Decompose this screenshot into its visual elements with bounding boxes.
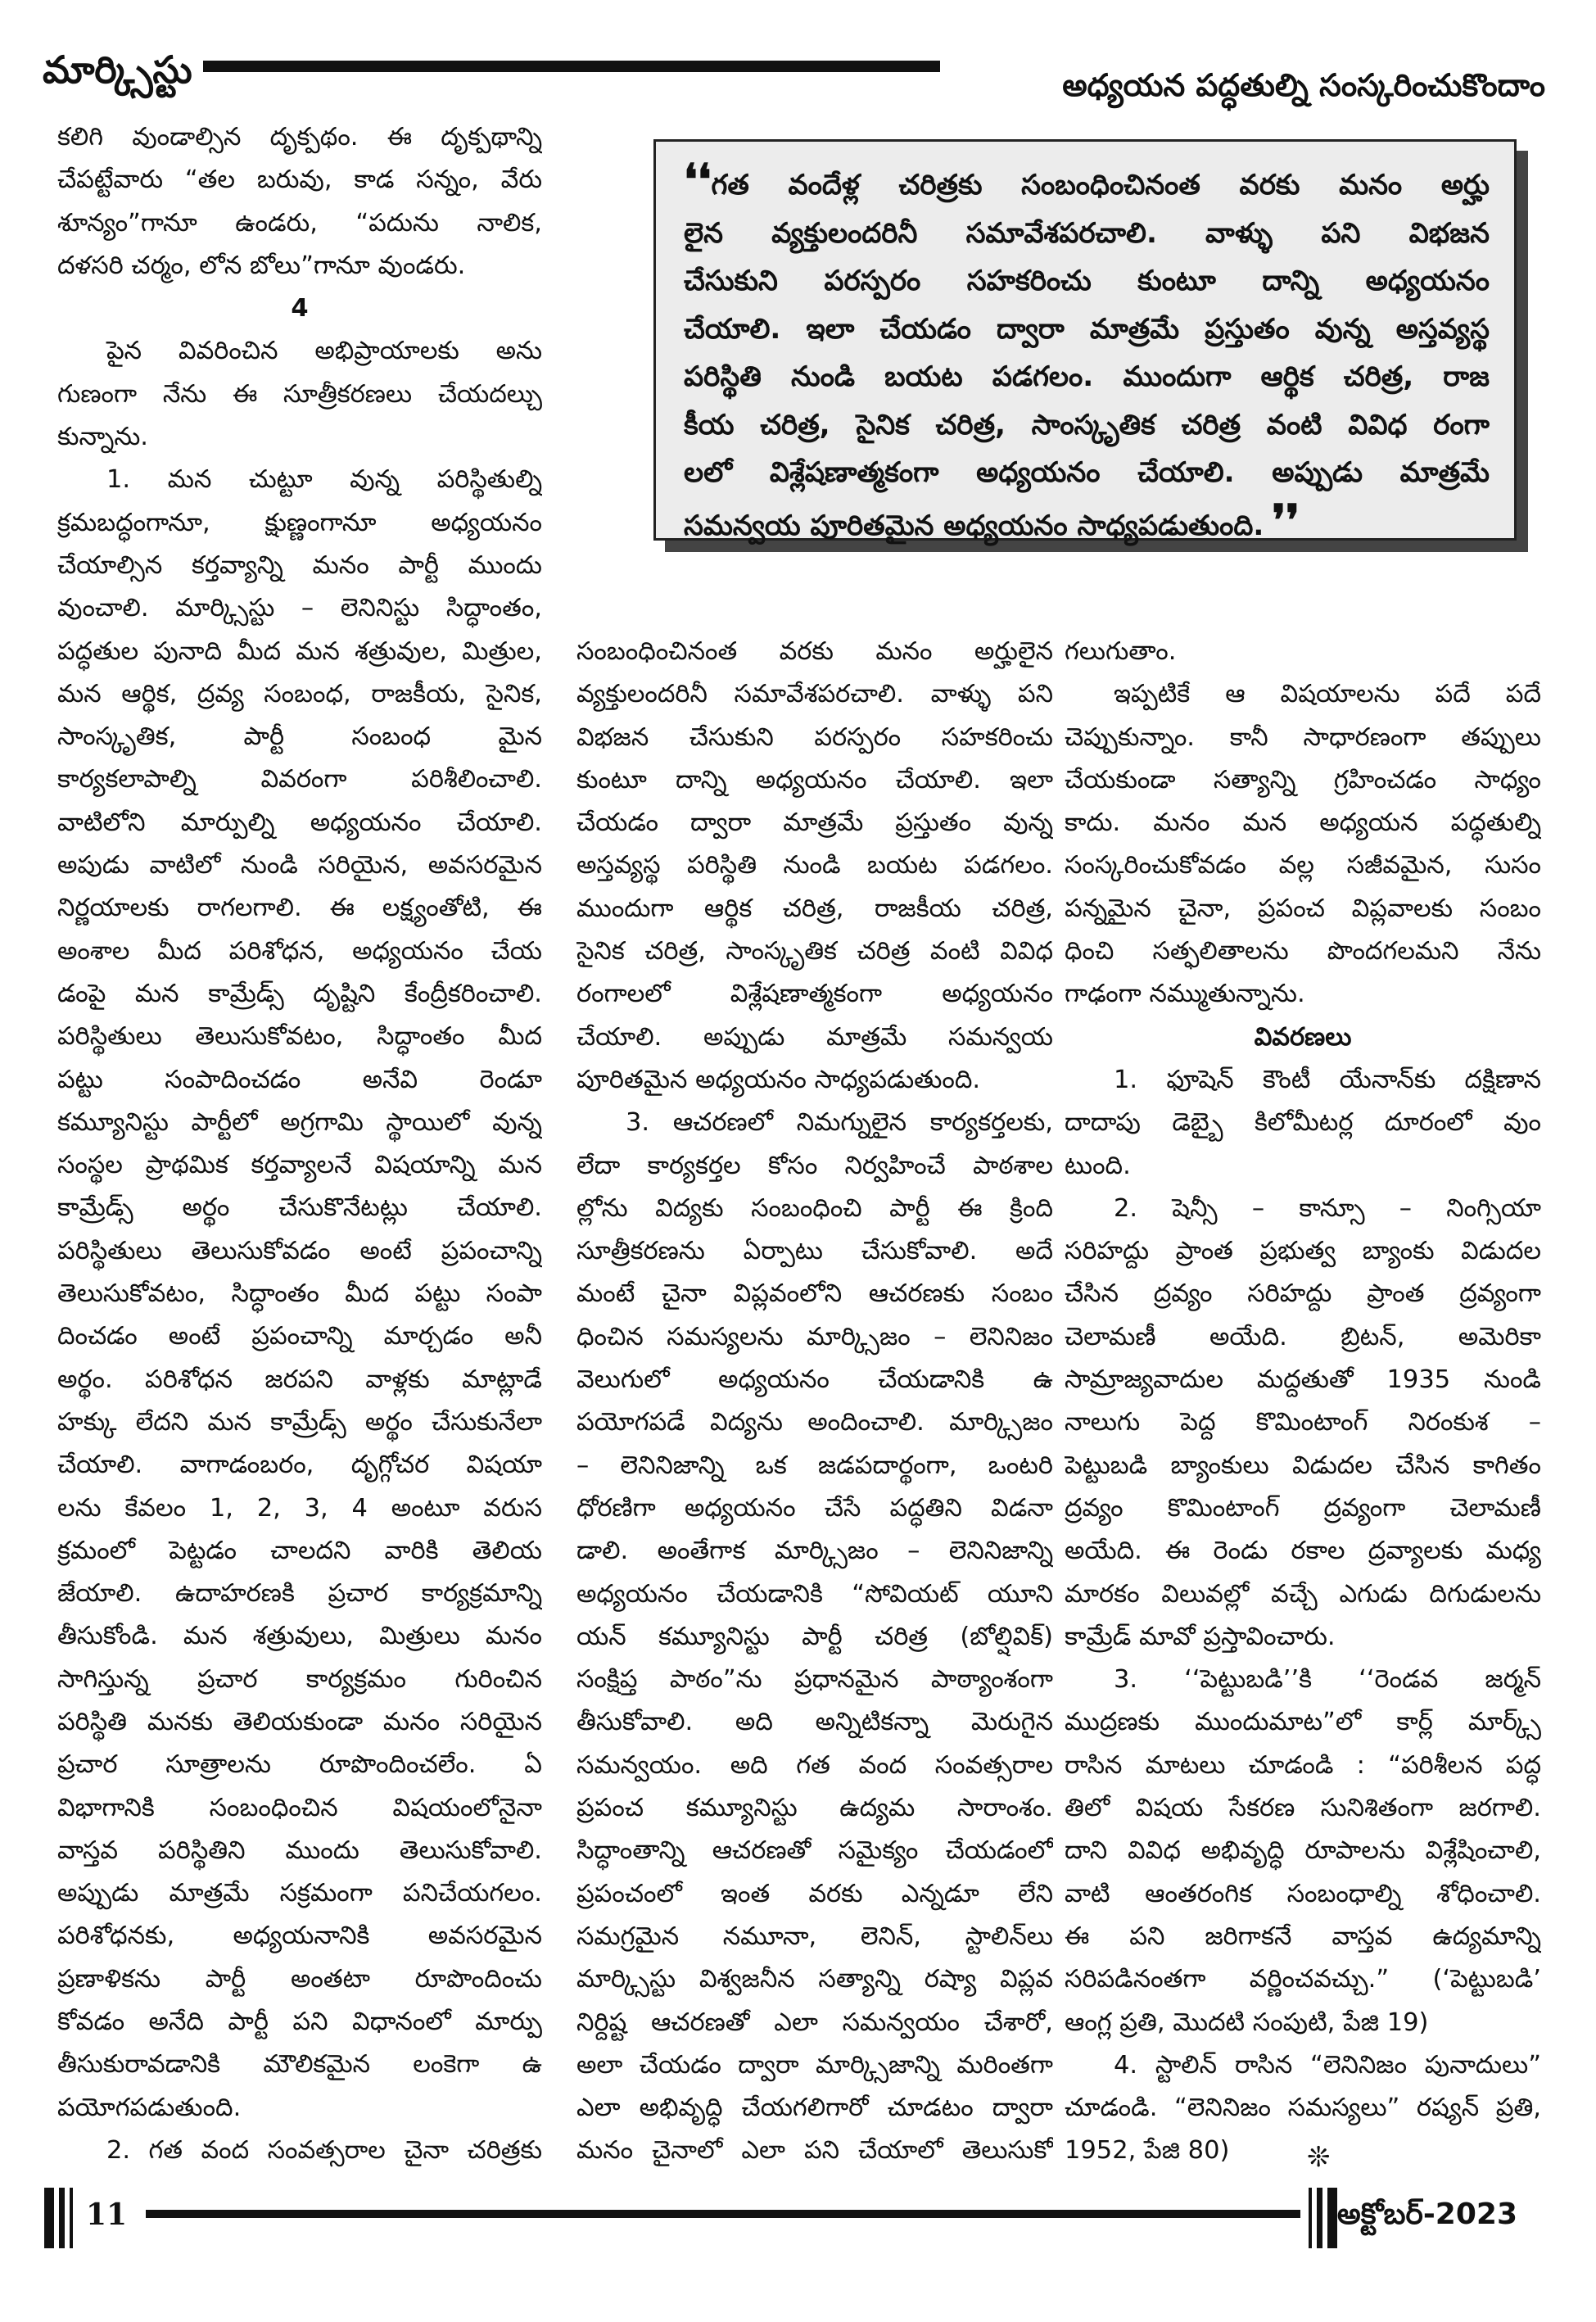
note: [1065, 1059, 1541, 1188]
text-line: కలిగి వుండాల్సిన దృక్పథం. ఈ దృక్పథాన్ని: [57, 123, 542, 152]
text-line: వుంచాలి. మార్క్సిస్టు – లెనినిస్టు సిద్ధాంతం,: [57, 594, 542, 623]
text-line: ధోరణిగా అధ్యయనం చేసే పద్ధతిని విడనా: [576, 1493, 1053, 1523]
text-line: క్రమబద్ధంగానూ, క్షుణ్ణంగానూ అధ్యయనం: [57, 508, 542, 537]
text-line: ముద్రణకు ముందుమాట”లో కార్ల్ మార్క్స్: [1065, 1708, 1541, 1737]
text-line: విభజన చేసుకుని పరస్పరం సహకరించు: [576, 722, 1053, 752]
issue-date: అక్టోబర్-2023: [1336, 2198, 1517, 2231]
paragraph: [576, 631, 1053, 1102]
text-line: పెట్టుబడి బ్యాంకులు విడుదల చేసిన కాగితం: [1065, 1451, 1541, 1480]
text-line: – లెనినిజాన్ని ఒక జడపదార్థంగా, ఒంటరి: [576, 1451, 1053, 1480]
text-line: కాదు. మనం మన అధ్యయన పద్ధతుల్ని: [1065, 808, 1541, 838]
text-line: సంస్థల ప్రాథమిక కర్తవ్యాలనే విషయాన్ని మన: [57, 1151, 542, 1180]
text-line: తీసుకోవాలి. అది అన్నిటికన్నా మెరుగైన: [576, 1708, 1053, 1737]
text-line: రంగాలలో విశ్లేషణాత్మకంగా అధ్యయనం: [576, 980, 1053, 1009]
text-line: కామ్రేడ్స్ అర్థం చేసుకొనేటట్లు చేయాలి.: [57, 1193, 542, 1223]
paragraph: [57, 2130, 542, 2172]
text-line: సంస్కరించుకోవడం వల్ల సజీవమైన, సుసం: [1065, 851, 1541, 880]
magazine-name: మార్క్సిస్టు: [43, 48, 192, 92]
text-line: వ్యక్తులందరినీ సమావేశపరచాలి. వాళ్ళు పని: [576, 680, 1053, 709]
paragraph: [576, 1102, 1053, 2172]
text-line: అపుడు వాటిలో నుండి సరియైన, అవసరమైన: [57, 851, 542, 880]
text-line: లేదా కార్యకర్తల కోసం నిర్వహించే పాఠశాల: [576, 1151, 1053, 1180]
text-line: పయోగపడుతుంది.: [57, 2093, 242, 2122]
text-line: ప్రపంచంలో ఇంత వరకు ఎన్నడూ లేని: [576, 1879, 1053, 1908]
quote-line: చేయాలి. ఇలా చేయడం ద్వారా మాత్రమే ప్రస్తుతం వున్న అస్తవ్యస్థ: [684, 312, 1490, 346]
text-line: పరిస్థితి మనకు తెలియకుండా మనం సరియైన: [57, 1707, 542, 1736]
text-line: గలుగుతాం.: [1065, 637, 1177, 666]
quote-line-text: గత వందేళ్ల చరిత్రకు సంబంధించినంత వరకు మనం అర్హు: [711, 169, 1490, 201]
text-line: చెప్పుకున్నాం. కానీ సాధారణంగా తప్పులు: [1065, 722, 1541, 752]
text-line: ప్రపంచ కమ్యూనిస్టు ఉద్యమ సారాంశం.: [576, 1794, 1053, 1823]
text-line: ముందుగా ఆర్థిక చరిత్ర, రాజకీయ చరిత్ర,: [576, 894, 1053, 923]
text-line: పయోగపడే విద్యను అందించాలి. మార్క్సిజం: [576, 1408, 1053, 1437]
pull-quote-box: [653, 139, 1517, 545]
text-line: సమన్వయం. అది గత వంద సంవత్సరాల: [576, 1750, 1053, 1780]
text-line: గుణంగా నేను ఈ సూత్రీకరణలు చేయదల్చు: [57, 379, 542, 409]
paragraph: [1065, 673, 1541, 1016]
text-line: ప్రణాళికను పార్టీ అంతటా రూపొందించు: [57, 1964, 542, 1994]
note: [1065, 1188, 1541, 1659]
text-line: అయేది. ఈ రెండు రకాల ద్రవ్యాలకు మధ్య: [1065, 1537, 1541, 1566]
text-line: పైన వివరించిన అభిప్రాయాలకు అను: [106, 337, 542, 366]
text-line: విభాగానికి సంబంధించిన విషయంలోనైనా: [57, 1793, 542, 1822]
quote-line: లైన వ్యక్తులందరినీ సమావేశపరచాలి. వాళ్ళు పని విభజన: [684, 216, 1490, 250]
text-line: లను కేవలం 1, 2, 3, 4 అంటూ వరుస: [57, 1493, 542, 1523]
text-line: ఎలా అభివృద్ధి చేయగలిగారో చూడటం ద్వారా: [576, 2093, 1053, 2123]
text-line: రాసిన మాటలు చూడండి : “పరిశీలన పద్ధ: [1065, 1750, 1541, 1780]
column-3: [1065, 631, 1541, 2173]
text-line: అప్పుడు మాత్రమే సక్రమంగా పనిచేయగలం.: [57, 1879, 542, 1908]
text-line: సాగిస్తున్న ప్రచార కార్యక్రమం గురించిన: [57, 1664, 542, 1694]
text-line: ఆంగ్ల ప్రతి, మొదటి సంపుటి, పేజి 19): [1065, 2007, 1429, 2037]
text-line: నిర్ణయాలకు రాగలగాలి. ఈ లక్ష్యంతోటి, ఈ: [57, 894, 542, 923]
text-line: వెలుగులో అధ్యయనం చేయడానికి ఉ: [576, 1365, 1053, 1395]
column-2: [576, 631, 1053, 2173]
text-line: చేయాలి. అప్పుడు మాత్రమే సమన్వయ: [576, 1022, 1053, 1052]
text-line: అంశాల మీద పరిశోధన, అధ్యయనం చేయ: [57, 936, 542, 966]
text-line: ధించిన సమస్యలను మార్క్సిజం – లెనినిజం: [576, 1322, 1053, 1351]
text-line: ద్రవ్యం కొమింటాంగ్ ద్రవ్యంగా చెలామణీ: [1065, 1493, 1541, 1523]
text-line: 4. స్టాలిన్ రాసిన “లెనినిజం పునాదులు”: [1114, 2050, 1541, 2080]
text-line: ఇప్పటికే ఆ విషయాలను పదే పదే: [1114, 680, 1541, 709]
paragraph: [57, 116, 542, 287]
text-line: సూత్రీకరణను ఏర్పాటు చేసుకోవాలి. అదే: [576, 1237, 1053, 1266]
text-line: దాని వివిధ అభివృద్ధి రూపాలను విశ్లేషించాలి,: [1065, 1836, 1541, 1866]
text-line: 1952, పేజి 80): [1065, 2136, 1230, 2166]
text-line: 1. ఫూషెన్ కౌంటీ యేనాన్‌కు దక్షిణాన: [1114, 1065, 1541, 1094]
text-line: తీసుకోండి. మన శత్రువులు, మిత్రులు మనం: [57, 1622, 542, 1651]
text-line: వాటి ఆంతరంగిక సంబంధాల్ని శోధించాలి.: [1065, 1879, 1541, 1908]
quote-line: [684, 497, 1490, 550]
pull-quote-text: [684, 156, 1490, 550]
text-line: చేయకుండా సత్యాన్ని గ్రహించడం సాధ్యం: [1065, 765, 1541, 794]
text-line: సైనిక చరిత్ర, సాంస్కృతిక చరిత్ర వంటి వివిధ: [576, 937, 1053, 966]
end-mark-icon: ❊: [1307, 2141, 1331, 2174]
text-line: తీసుకురావడానికి మౌలికమైన లంకెగా ఉ: [57, 2050, 542, 2080]
page-number: 11: [86, 2198, 128, 2232]
text-line: చూడండి. “లెనినిజం సమస్యలు” రష్యన్ ప్రతి,: [1065, 2093, 1541, 2123]
text-line: పట్టు సంపాదించడం అనేవి రెండూ: [57, 1065, 542, 1094]
text-line: మనం చైనాలో ఎలా పని చేయాలో తెలుసుకో: [576, 2136, 1053, 2166]
text-line: కార్యకలాపాల్ని వివరంగా పరిశీలించాలి.: [57, 765, 542, 794]
text-line: అర్థం. పరిశోధన జరపని వాళ్లకు మాట్లాడే: [57, 1365, 542, 1394]
header-rule: [203, 61, 940, 72]
text-line: చేయాల్సిన కర్తవ్యాన్ని మనం పార్టీ ముందు: [57, 550, 542, 580]
text-line: వాస్తవ పరిస్థితిని ముందు తెలుసుకోవాలి.: [57, 1835, 542, 1865]
text-line: సరిహద్దు ప్రాంత ప్రభుత్వ బ్యాంకు విడుదల: [1065, 1237, 1541, 1266]
text-line: 3. ఆచరణలో నిమగ్నులైన కార్యకర్తలకు,: [626, 1108, 1053, 1138]
text-line: సంబంధించినంత వరకు మనం అర్హులైన: [576, 637, 1053, 666]
quote-line-text: సమన్వయ పూరితమైన అధ్యయనం సాధ్యపడుతుంది.: [684, 509, 1264, 542]
notes-heading: వివరణలు: [1254, 1022, 1352, 1052]
text-line: ధించి సత్ఫలితాలను పొందగలమని నేను: [1065, 937, 1541, 966]
quote-line: లలో విశ్లేషణాత్మకంగా అధ్యయనం చేయాలి. అప్పుడు మాత్రమే: [684, 456, 1490, 489]
text-line: మారకం విలువల్లో వచ్చే ఎగుడు దిగుడులను: [1065, 1579, 1541, 1609]
text-line: టుంది.: [1065, 1151, 1131, 1180]
quote-line: [684, 156, 1490, 210]
text-line: సంక్షిప్త పాఠం”ను ప్రధానమైన పాఠ్యాంశంగా: [576, 1665, 1053, 1695]
text-line: హక్కు లేదని మన కామ్రేడ్స్ అర్థం చేసుకునేలా: [57, 1407, 542, 1437]
text-line: కోవడం అనేది పార్టీ పని విధానంలో మార్పు: [57, 2007, 542, 2037]
text-line: జేయాలి. ఉదాహరణకి ప్రచార కార్యక్రమాన్ని: [57, 1579, 542, 1609]
text-line: వాటిలోని మార్పుల్ని అధ్యయనం చేయాలి.: [57, 808, 542, 837]
text-line: కమ్యూనిస్టు పార్టీలో అగ్రగామి స్థాయిలో వున్న: [57, 1107, 542, 1137]
text-line: సమగ్రమైన నమూనా, లెనిన్, స్టాలిన్‌లు: [576, 1921, 1053, 1951]
section-number: 4: [291, 294, 309, 324]
text-line: పన్నమైన చైనా, ప్రపంచ విప్లవాలకు సంబం: [1065, 894, 1541, 923]
text-line: 1. మన చుట్టూ వున్న పరిస్థితుల్ని: [106, 465, 542, 495]
column-1: [57, 116, 542, 2172]
text-line: క్రమంలో పెట్టడం చాలదని వారికి తెలియ: [57, 1536, 542, 1565]
quote-line: పరిస్థితి నుండి బయట పడగలం. ముందుగా ఆర్థిక చరిత్ర, రాజ: [684, 360, 1490, 393]
text-line: మన ఆర్థిక, ద్రవ్య సంబంధ, రాజకీయ, సైనిక,: [57, 679, 542, 708]
text-line: సాంస్కృతిక, పార్టీ సంబంధ మైన: [57, 722, 542, 752]
text-line: కామ్రేడ్ మావో ప్రస్తావించారు.: [1065, 1622, 1336, 1651]
text-line: తెలుసుకోవటం, సిద్ధాంతం మీద పట్టు సంపా: [57, 1279, 542, 1309]
text-line: ల్లోను విద్యకు సంబంధించి పార్టీ ఈ క్రింది: [576, 1193, 1053, 1223]
text-line: చెలామణీ అయేది. బ్రిటన్, అమెరికా: [1065, 1322, 1541, 1351]
text-line: పరిస్థితులు తెలుసుకోవటం, సిద్ధాంతం మీద: [57, 1022, 542, 1052]
note: [1065, 1659, 1541, 2044]
quote-line: చేసుకుని పరస్పరం సహకరించు కుంటూ దాన్ని అధ్యయనం: [684, 265, 1490, 297]
quote-line: కీయ చరిత్ర, సైనిక చరిత్ర, సాంస్కృతిక చరిత్ర వంటి వివిధ రంగా: [684, 408, 1490, 441]
text-line: డంపై మన కామ్రేడ్స్ దృష్టిని కేంద్రీకరించాలి.: [57, 979, 542, 1008]
text-line: తిలో విషయ సేకరణ సునిశితంగా జరగాలి.: [1065, 1794, 1541, 1823]
text-line: యన్ కమ్యూనిస్టు పార్టీ చరిత్ర (బోల్షివిక్): [576, 1622, 1053, 1651]
text-line: మంటే చైనా విప్లవంలోని ఆచరణకు సంబం: [576, 1279, 1053, 1309]
close-quote-icon: ❜❜: [1272, 496, 1300, 545]
article-title: అధ్యయన పద్ధతుల్ని సంస్కరించుకొందాం: [1062, 67, 1545, 103]
text-line: మార్క్సిస్టు విశ్వజనీన సత్యాన్ని రష్యా విప్లవ: [576, 1965, 1053, 1994]
open-quote-icon: ❛❛: [684, 156, 712, 205]
text-line: 2. గత వంద సంవత్సరాల చైనా చరిత్రకు: [106, 2135, 542, 2165]
text-line: చేయడం ద్వారా మాత్రమే ప్రస్తుతం వున్న: [576, 808, 1053, 838]
text-line: అధ్యయనం చేయడానికి “సోవియట్ యూని: [576, 1579, 1053, 1609]
paragraph: [57, 459, 542, 2130]
text-line: అలా చేయడం ద్వారా మార్క్సిజాన్ని మరింతగా: [576, 2050, 1053, 2080]
note: [1065, 2044, 1541, 2173]
text-line: దళసరి చర్మం, లోన బోలు”గానూ వుండరు.: [57, 251, 466, 280]
paragraph: [57, 330, 542, 459]
text-line: దాదాపు డెబ్బై కిలోమీటర్ల దూరంలో వుం: [1065, 1108, 1541, 1138]
text-line: 2. షెన్సీ – కాన్సూ – నింగ్సియా: [1114, 1193, 1541, 1223]
text-line: సామ్రాజ్యవాదుల మద్దతుతో 1935 నుండి: [1065, 1365, 1541, 1395]
text-line: పూరితమైన అధ్యయనం సాధ్యపడుతుంది.: [576, 1065, 981, 1094]
text-line: డాలి. అంతేగాక మార్క్సిజం – లెనినిజాన్ని: [576, 1537, 1053, 1566]
text-line: పరిశోధనకు, అధ్యయనానికి అవసరమైన: [57, 1921, 542, 1951]
text-line: కున్నాను.: [57, 423, 148, 452]
footer-rule: [146, 2210, 1300, 2218]
text-line: పరిస్థితులు తెలుసుకోవడం అంటే ప్రపంచాన్ని: [57, 1236, 542, 1265]
text-line: సరిపడినంతగా వర్ణించవచ్చు.” (‘పెట్టుబడి’: [1065, 1965, 1541, 1994]
text-line: ఈ పని జరిగాకనే వాస్తవ ఉద్యమాన్ని: [1065, 1921, 1541, 1951]
text-line: చేసిన ద్రవ్యం సరిహద్దు ప్రాంత ద్రవ్యంగా: [1065, 1279, 1541, 1309]
text-line: చేయాలి. వాగాడంబరం, దృగ్గోచర విషయా: [57, 1451, 542, 1480]
text-line: నాలుగు పెద్ద కొమింటాంగ్ నిరంకుశ –: [1065, 1408, 1541, 1437]
text-line: గాఢంగా నమ్ముతున్నాను.: [1065, 980, 1305, 1009]
text-line: 3. ‘‘పెట్టుబడి’’కి ‘‘రెండవ జర్మన్: [1114, 1665, 1541, 1695]
text-line: పద్ధతుల పునాది మీద మన శత్రువుల, మిత్రుల,: [57, 636, 542, 666]
text-line: కుంటూ దాన్ని అధ్యయనం చేయాలి. ఇలా: [576, 765, 1053, 794]
text-line: శూన్యం”గానూ ఉండరు, “పదును నాలిక,: [57, 208, 542, 238]
text-line: అస్తవ్యస్థ పరిస్థితి నుండి బయట పడగలం.: [576, 851, 1053, 880]
text-line: చేపట్టేవారు “తల బరువు, కాడ సన్నం, వేరు: [57, 165, 542, 195]
text-line: నిర్దిష్ట ఆచరణతో ఎలా సమన్వయం చేశారో,: [576, 2007, 1053, 2037]
text-line: ప్రచార సూత్రాలను రూపొందించలేం. ఏ: [57, 1750, 542, 1780]
paragraph: [1065, 631, 1541, 673]
text-line: దించడం అంటే ప్రపంచాన్ని మార్చడం అనీ: [57, 1322, 542, 1351]
text-line: సిద్ధాంతాన్ని ఆచరణతో సమైక్యం చేయడంలో: [576, 1836, 1053, 1866]
